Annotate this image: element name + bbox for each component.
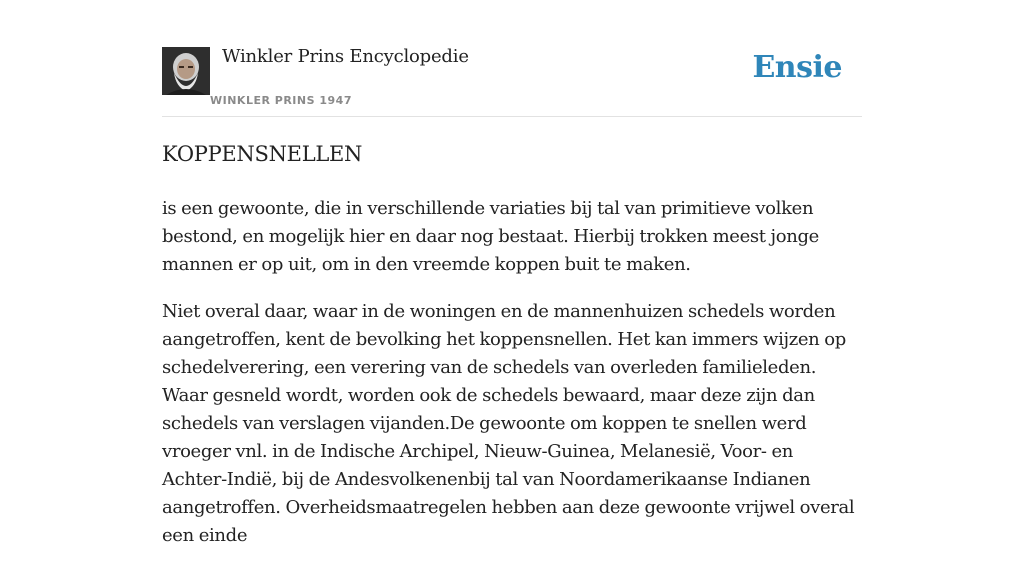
source-edition[interactable]: WINKLER PRINS 1947 (210, 94, 352, 107)
source-avatar[interactable] (162, 47, 210, 95)
article-paragraph: Niet overal daar, waar in de woningen en de mannenhuizen schedels worden aangetroffen, kent de bevolking het koppensnellen. Het kan immers wijzen op schedelverering, een verering van de schedels van overleden familieleden. Waar gesneld wordt, worden ook de schedels bewaard, maar deze zijn dan schedels van verslagen vijanden.De gewoonte om koppen te snellen werd vroeger vnl. in de Indische Archipel, Nieuw-Guinea, Melanesië, Voor- en Achter-Indië, bij de Andesvolkenenbij tal van Noordamerikaanse Indianen aangetroffen. Overheidsmaatregelen hebben aan deze gewoonte vrijwel overal een einde (162, 301, 855, 546)
brand-logo[interactable]: Ensie (752, 50, 842, 85)
portrait-avatar-icon (162, 47, 210, 95)
article-header (162, 46, 862, 117)
article-title: KOPPENSNELLEN (162, 142, 363, 166)
article-body (162, 138, 862, 569)
article-paragraph: is een gewoonte, die in verschillende variaties bij tal van primitieve volken bestond, en mogelijk hier en daar nog bestaat. Hierbij trokken meest jonge mannen er op uit, om in den vreemde koppen buit te maken. (162, 198, 819, 275)
source-title[interactable]: Winkler Prins Encyclopedie (222, 46, 469, 67)
